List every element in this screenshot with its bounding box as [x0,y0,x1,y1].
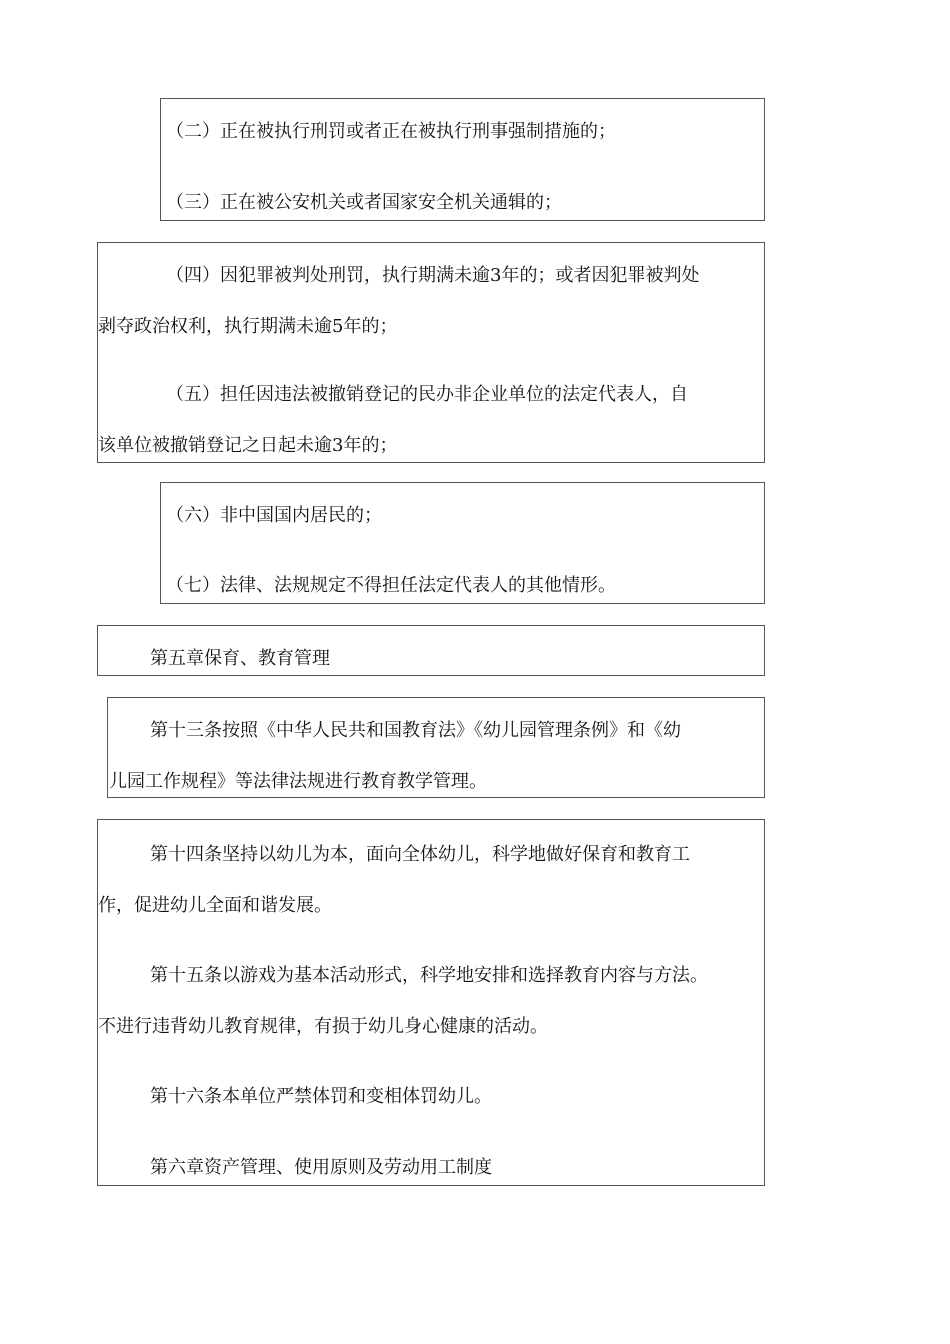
article-13-line-2: 儿园工作规程》等法律法规进行教育教学管理。 [109,771,487,792]
article-16: 第十六条本单位严禁体罚和变相体罚幼儿。 [150,1086,492,1107]
article-13-line-1: 第十三条按照《中华人民共和国教育法》《幼儿园管理条例》和《幼 [150,720,681,741]
clause-7: （七）法律、法规规定不得担任法定代表人的其他情形。 [166,575,616,596]
articles-14-16-box [97,819,765,1186]
article-15-line-2: 不进行违背幼儿教育规律，有损于幼儿身心健康的活动。 [98,1016,548,1037]
clause-4-line-1: （四）因犯罪被判处刑罚，执行期满未逾3年的；或者因犯罪被判处 [166,265,700,286]
clause-4-line-2: 剥夺政治权利，执行期满未逾5年的； [98,316,398,337]
article-15-line-1: 第十五条以游戏为基本活动形式，科学地安排和选择教育内容与方法。 [150,965,708,986]
clause-5-line-2: 该单位被撤销登记之日起未逾3年的； [98,435,398,456]
clause-5-line-1: （五）担任因违法被撤销登记的民办非企业单位的法定代表人，自 [166,384,688,405]
clause-2: （二）正在被执行刑罚或者正在被执行刑事强制措施的； [166,121,616,142]
article-14-line-1: 第十四条坚持以幼儿为本，面向全体幼儿，科学地做好保育和教育工 [150,844,690,865]
clause-3: （三）正在被公安机关或者国家安全机关通辑的； [166,192,562,213]
article-14-line-2: 作，促进幼儿全面和谐发展。 [98,895,332,916]
chapter-6-heading: 第六章资产管理、使用原则及劳动用工制度 [150,1157,492,1178]
clause-6: （六）非中国国内居民的； [166,505,382,526]
chapter-5-heading: 第五章保育、教育管理 [150,648,330,669]
